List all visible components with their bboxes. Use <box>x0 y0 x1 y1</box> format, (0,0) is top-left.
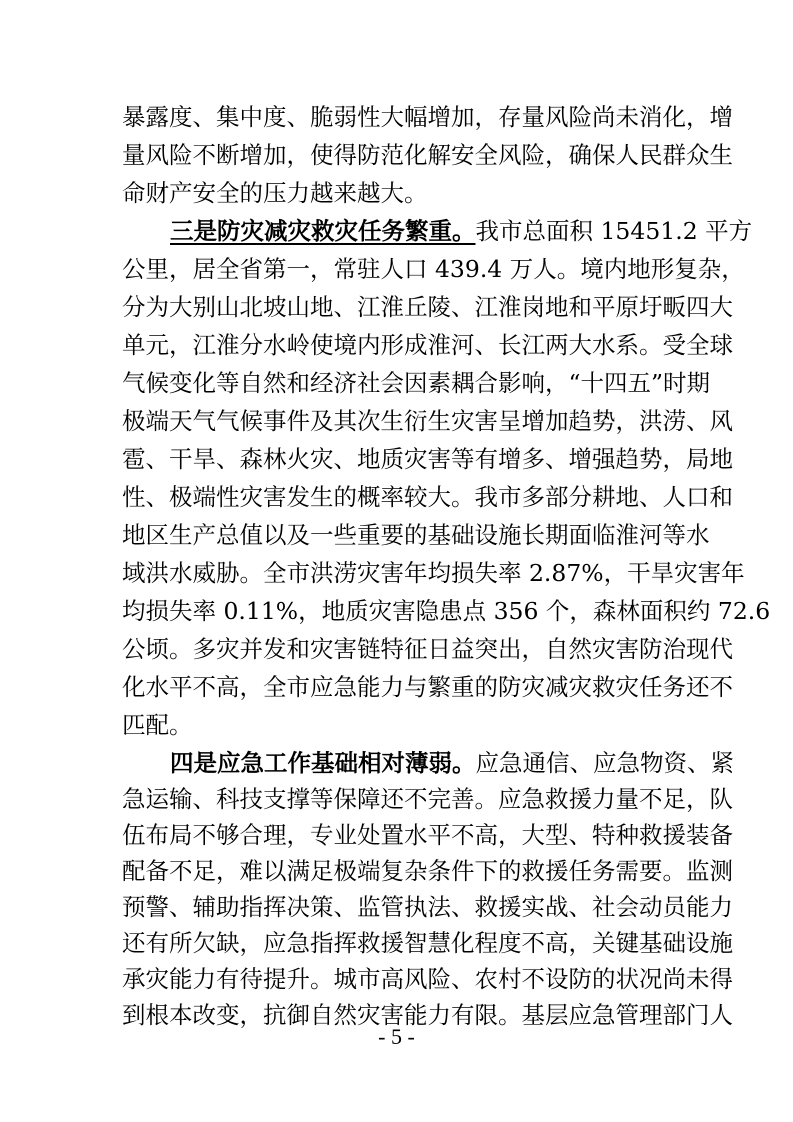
paragraph-first-line <box>170 749 734 777</box>
text-line: 域洪水威胁。全市洪涝灾害年均损失率 2.87%，干旱灾害年 <box>122 559 745 587</box>
text-line: 单元，江淮分水岭使境内形成淮河、长江两大水系。受全球 <box>122 331 733 359</box>
text-line: 预警、辅助指挥决策、监管执法、救援实战、社会动员能力 <box>122 893 733 921</box>
text-line: 公里，居全省第一，常驻人口 439.4 万人。境内地形复杂， <box>122 255 745 283</box>
paragraph-text: 我市总面积 15451.2 平方 <box>475 217 753 245</box>
text-line: 配备不足，难以满足极端复杂条件下的救援任务需要。监测 <box>122 857 733 885</box>
text-line: 均损失率 0.11%，地质灾害隐患点 356 个，森林面积约 72.6 <box>122 597 771 625</box>
text-line: 命财产安全的压力越来越大。 <box>122 179 428 207</box>
text-line: 公顷。多灾并发和灾害链特征日益突出，自然灾害防治现代 <box>122 635 733 663</box>
text-line: 伍布局不够合理，专业处置水平不高，大型、特种救援装备 <box>122 821 733 849</box>
text-line: 匹配。 <box>122 711 193 739</box>
paragraph-heading: 四是应急工作基础相对薄弱。 <box>170 749 476 777</box>
paragraph-text: 应急通信、应急物资、紧 <box>475 749 734 777</box>
text-line: 到根本改变，抗御自然灾害能力有限。基层应急管理部门人 <box>122 1001 733 1029</box>
text-line: 性、极端性灾害发生的概率较大。我市多部分耕地、人口和 <box>122 483 733 511</box>
text-line: 气候变化等自然和经济社会因素耦合影响，“十四五”时期 <box>122 369 711 397</box>
paragraph-first-line <box>170 217 753 245</box>
text-line: 极端天气气候事件及其次生衍生灾害呈增加趋势，洪涝、风 <box>122 407 733 435</box>
text-line: 承灾能力有待提升。城市高风险、农村不设防的状况尚未得 <box>122 965 733 993</box>
text-line: 还有所欠缺，应急指挥救援智慧化程度不高，关键基础设施 <box>122 929 733 957</box>
paragraph-heading: 三是防灾减灾救灾任务繁重。 <box>170 217 476 245</box>
text-line: 量风险不断增加，使得防范化解安全风险，确保人民群众生 <box>122 141 733 169</box>
text-line: 暴露度、集中度、脆弱性大幅增加，存量风险尚未消化，增 <box>122 103 733 131</box>
text-line: 地区生产总值以及一些重要的基础设施长期面临淮河等水 <box>122 521 710 549</box>
text-line: 雹、干旱、森林火灾、地质灾害等有增多、增强趋势，局地 <box>122 445 733 473</box>
page-number: - 5 - <box>378 1024 415 1049</box>
text-line: 分为大别山北坡山地、江淮丘陵、江淮岗地和平原圩畈四大 <box>122 293 733 321</box>
text-line: 急运输、科技支撑等保障还不完善。应急救援力量不足，队 <box>122 785 733 813</box>
text-line: 化水平不高，全市应急能力与繁重的防灾减灾救灾任务还不 <box>122 673 733 701</box>
